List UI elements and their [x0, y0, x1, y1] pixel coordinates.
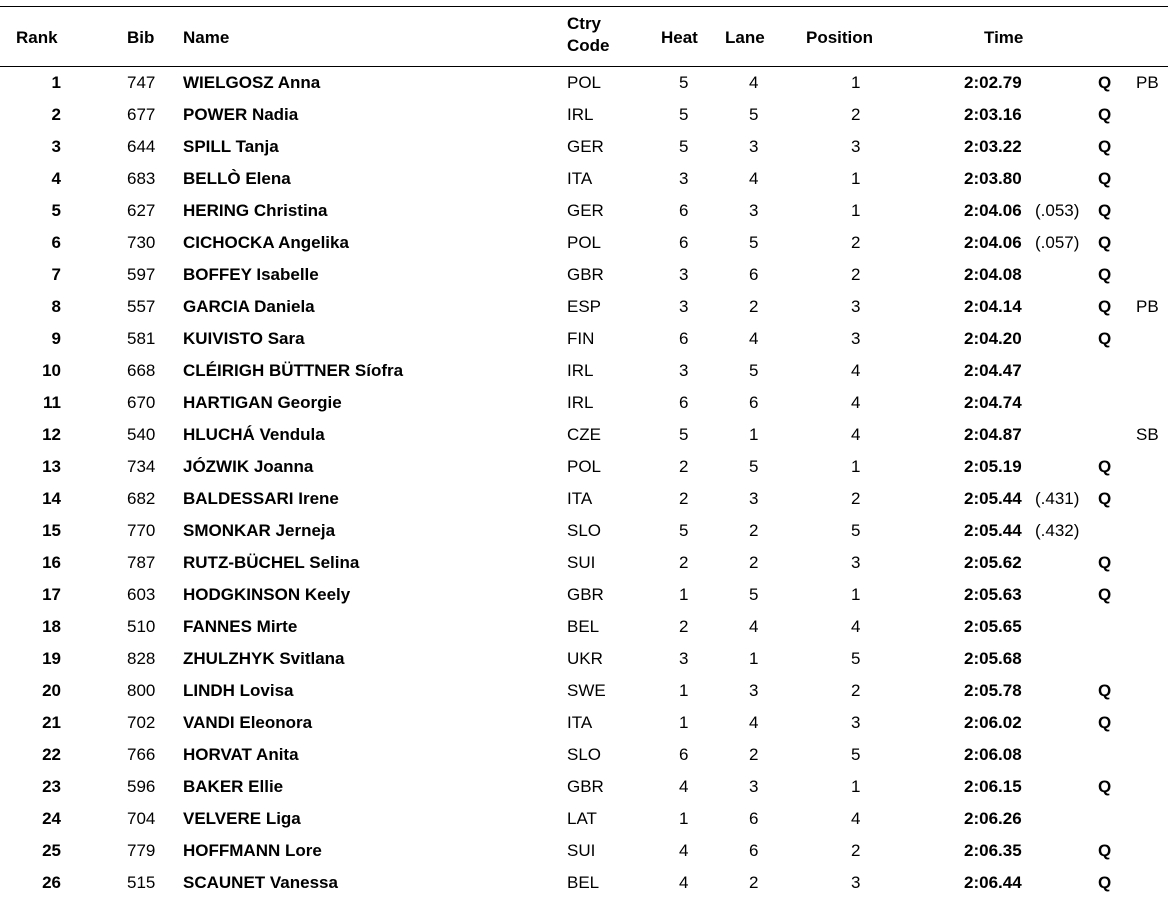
rank-cell: 13: [42, 457, 61, 476]
name-cell: BALDESSARI Irene: [183, 489, 339, 508]
name-cell: SMONKAR Jerneja: [183, 521, 336, 540]
lane-cell: 4: [749, 169, 759, 188]
country-code-cell: GBR: [567, 777, 604, 796]
table-row: [0, 483, 1168, 515]
rank-cell: 14: [42, 489, 61, 508]
heat-cell: 3: [679, 297, 689, 316]
table-row: [0, 419, 1168, 451]
country-code-cell: IRL: [567, 105, 594, 124]
position-cell: 3: [851, 137, 861, 156]
time-cell: 2:05.78: [964, 681, 1022, 700]
top-rule: [0, 6, 1168, 7]
lane-cell: 6: [749, 809, 759, 828]
name-cell: ZHULZHYK Svitlana: [183, 649, 345, 668]
lane-cell: 3: [749, 201, 759, 220]
lane-cell: 2: [749, 297, 759, 316]
name-cell: BELLÒ Elena: [183, 169, 291, 188]
header-heat: Heat: [661, 28, 698, 47]
bib-cell: 597: [127, 265, 156, 284]
heat-cell: 1: [679, 713, 689, 732]
tiebreak-cell: (.057): [1035, 233, 1080, 252]
lane-cell: 2: [749, 745, 759, 764]
lane-cell: 2: [749, 553, 759, 572]
time-cell: 2:03.16: [964, 105, 1022, 124]
heat-cell: 2: [679, 457, 689, 476]
heat-cell: 1: [679, 585, 689, 604]
country-code-cell: POL: [567, 233, 602, 252]
name-cell: SPILL Tanja: [183, 137, 279, 156]
table-row: [0, 675, 1168, 707]
name-cell: LINDH Lovisa: [183, 681, 294, 700]
heat-cell: 2: [679, 489, 689, 508]
time-cell: 2:04.47: [964, 361, 1022, 380]
table-row: [0, 867, 1168, 899]
name-cell: RUTZ-BÜCHEL Selina: [183, 553, 360, 572]
time-cell: 2:03.22: [964, 137, 1022, 156]
header-position: Position: [806, 28, 874, 47]
name-cell: POWER Nadia: [183, 105, 299, 124]
bib-cell: 627: [127, 201, 156, 220]
lane-cell: 6: [749, 265, 759, 284]
time-cell: 2:06.35: [964, 841, 1022, 860]
time-cell: 2:06.15: [964, 777, 1022, 796]
heat-cell: 1: [679, 809, 689, 828]
country-code-cell: ESP: [567, 297, 602, 316]
position-cell: 4: [851, 393, 861, 412]
rank-cell: 21: [42, 713, 61, 732]
lane-cell: 3: [749, 777, 759, 796]
heat-cell: 2: [679, 617, 689, 636]
bib-cell: 668: [127, 361, 156, 380]
table-row: [0, 611, 1168, 643]
rank-cell: 23: [42, 777, 61, 796]
bib-cell: 702: [127, 713, 156, 732]
results-table: [0, 67, 1168, 899]
country-code-cell: ITA: [567, 713, 593, 732]
bib-cell: 683: [127, 169, 156, 188]
position-cell: 2: [851, 105, 861, 124]
position-cell: 2: [851, 489, 861, 508]
name-cell: HOFFMANN Lore: [183, 841, 322, 860]
position-cell: 4: [851, 361, 861, 380]
name-cell: KUIVISTO Sara: [183, 329, 305, 348]
position-cell: 4: [851, 617, 861, 636]
country-code-cell: SUI: [567, 553, 596, 572]
bib-cell: 603: [127, 585, 156, 604]
name-cell: HERING Christina: [183, 201, 328, 220]
name-cell: BOFFEY Isabelle: [183, 265, 319, 284]
table-row: [0, 835, 1168, 867]
name-cell: HORVAT Anita: [183, 745, 299, 764]
position-cell: 5: [851, 521, 861, 540]
bib-cell: 644: [127, 137, 156, 156]
qualified-mark: Q: [1098, 681, 1112, 700]
bib-cell: 747: [127, 73, 156, 92]
lane-cell: 5: [749, 457, 759, 476]
country-code-cell: POL: [567, 457, 602, 476]
header-rank: Rank: [16, 28, 58, 47]
table-row: [0, 515, 1168, 547]
rank-cell: 3: [51, 137, 61, 156]
heat-cell: 6: [679, 233, 689, 252]
heat-cell: 5: [679, 73, 689, 92]
lane-cell: 3: [749, 489, 759, 508]
time-cell: 2:04.14: [964, 297, 1022, 316]
position-cell: 2: [851, 841, 861, 860]
position-cell: 2: [851, 233, 861, 252]
bib-cell: 682: [127, 489, 156, 508]
lane-cell: 6: [749, 841, 759, 860]
country-code-cell: BEL: [567, 873, 600, 892]
qualified-mark: Q: [1098, 233, 1112, 252]
country-code-cell: ITA: [567, 489, 593, 508]
qualified-mark: Q: [1098, 73, 1112, 92]
heat-cell: 5: [679, 105, 689, 124]
country-code-cell: GER: [567, 137, 604, 156]
time-cell: 2:04.87: [964, 425, 1022, 444]
rank-cell: 11: [43, 393, 61, 412]
rank-cell: 4: [51, 169, 61, 188]
time-cell: 2:05.63: [964, 585, 1022, 604]
heat-cell: 3: [679, 169, 689, 188]
position-cell: 1: [851, 169, 861, 188]
name-cell: FANNES Mirte: [183, 617, 298, 636]
qualified-mark: Q: [1098, 329, 1112, 348]
country-code-cell: IRL: [567, 361, 594, 380]
position-cell: 3: [851, 873, 861, 892]
record-mark: PB: [1136, 73, 1159, 92]
country-code-cell: SLO: [567, 521, 602, 540]
header-lane: Lane: [725, 28, 765, 47]
bib-cell: 581: [127, 329, 156, 348]
table-row: [0, 451, 1168, 483]
rank-cell: 9: [51, 329, 61, 348]
lane-cell: 2: [749, 521, 759, 540]
position-cell: 5: [851, 649, 861, 668]
table-row: [0, 323, 1168, 355]
time-cell: 2:06.02: [964, 713, 1022, 732]
country-code-cell: IRL: [567, 393, 594, 412]
country-code-cell: LAT: [567, 809, 597, 828]
position-cell: 4: [851, 425, 861, 444]
position-cell: 3: [851, 553, 861, 572]
qualified-mark: Q: [1098, 105, 1112, 124]
lane-cell: 4: [749, 617, 759, 636]
qualified-mark: Q: [1098, 713, 1112, 732]
bib-cell: 730: [127, 233, 156, 252]
rank-cell: 26: [42, 873, 61, 892]
lane-cell: 5: [749, 361, 759, 380]
name-cell: VELVERE Liga: [183, 809, 301, 828]
country-code-cell: GBR: [567, 585, 604, 604]
header-bib: Bib: [127, 28, 155, 47]
name-cell: JÓZWIK Joanna: [183, 457, 314, 476]
name-cell: CICHOCKA Angelika: [183, 233, 349, 252]
heat-cell: 4: [679, 873, 689, 892]
lane-cell: 6: [749, 393, 759, 412]
record-mark: PB: [1136, 297, 1159, 316]
time-cell: 2:05.44: [964, 521, 1022, 540]
bib-cell: 779: [127, 841, 156, 860]
country-code-cell: POL: [567, 73, 602, 92]
position-cell: 1: [851, 201, 861, 220]
heat-cell: 3: [679, 361, 689, 380]
table-row: [0, 195, 1168, 227]
bib-cell: 734: [127, 457, 156, 476]
name-cell: BAKER Ellie: [183, 777, 284, 796]
country-code-cell: SWE: [567, 681, 606, 700]
heat-cell: 4: [679, 777, 689, 796]
bib-cell: 596: [127, 777, 156, 796]
position-cell: 1: [851, 777, 861, 796]
qualified-mark: Q: [1098, 777, 1112, 796]
header-time: Time: [984, 28, 1024, 47]
time-cell: 2:06.44: [964, 873, 1022, 892]
time-cell: 2:03.80: [964, 169, 1022, 188]
heat-cell: 3: [679, 265, 689, 284]
position-cell: 1: [851, 585, 861, 604]
rank-cell: 20: [42, 681, 61, 700]
bib-cell: 828: [127, 649, 156, 668]
heat-cell: 5: [679, 425, 689, 444]
qualified-mark: Q: [1098, 169, 1112, 188]
bib-cell: 704: [127, 809, 156, 828]
table-row: [0, 803, 1168, 835]
lane-cell: 3: [749, 681, 759, 700]
table-header: [0, 8, 1168, 66]
heat-cell: 3: [679, 649, 689, 668]
country-code-cell: CZE: [567, 425, 601, 444]
heat-cell: 5: [679, 521, 689, 540]
time-cell: 2:06.08: [964, 745, 1022, 764]
lane-cell: 5: [749, 585, 759, 604]
time-cell: 2:05.19: [964, 457, 1022, 476]
table-row: [0, 67, 1168, 99]
qualified-mark: Q: [1098, 489, 1112, 508]
position-cell: 2: [851, 265, 861, 284]
table-row: [0, 291, 1168, 323]
table-row: [0, 387, 1168, 419]
rank-cell: 8: [51, 297, 61, 316]
country-code-cell: UKR: [567, 649, 603, 668]
name-cell: WIELGOSZ Anna: [183, 73, 321, 92]
lane-cell: 5: [749, 105, 759, 124]
qualified-mark: Q: [1098, 873, 1112, 892]
qualified-mark: Q: [1098, 841, 1112, 860]
bib-cell: 557: [127, 297, 156, 316]
lane-cell: 4: [749, 713, 759, 732]
position-cell: 4: [851, 809, 861, 828]
country-code-cell: SLO: [567, 745, 602, 764]
tiebreak-cell: (.432): [1035, 521, 1080, 540]
table-row: [0, 355, 1168, 387]
position-cell: 5: [851, 745, 861, 764]
lane-cell: 4: [749, 329, 759, 348]
time-cell: 2:05.68: [964, 649, 1022, 668]
lane-cell: 5: [749, 233, 759, 252]
lane-cell: 2: [749, 873, 759, 892]
qualified-mark: Q: [1098, 457, 1112, 476]
bib-cell: 677: [127, 105, 156, 124]
rank-cell: 16: [42, 553, 61, 572]
qualified-mark: Q: [1098, 137, 1112, 156]
qualified-mark: Q: [1098, 585, 1112, 604]
bib-cell: 670: [127, 393, 156, 412]
lane-cell: 1: [749, 649, 759, 668]
heat-cell: 4: [679, 841, 689, 860]
rank-cell: 10: [42, 361, 61, 380]
heat-cell: 6: [679, 393, 689, 412]
rank-cell: 5: [51, 201, 61, 220]
table-row: [0, 227, 1168, 259]
position-cell: 3: [851, 713, 861, 732]
time-cell: 2:04.20: [964, 329, 1022, 348]
table-row: [0, 163, 1168, 195]
table-row: [0, 643, 1168, 675]
country-code-cell: GER: [567, 201, 604, 220]
heat-cell: 1: [679, 681, 689, 700]
bib-cell: 770: [127, 521, 156, 540]
bib-cell: 540: [127, 425, 156, 444]
position-cell: 3: [851, 329, 861, 348]
lane-cell: 4: [749, 73, 759, 92]
position-cell: 2: [851, 681, 861, 700]
bib-cell: 787: [127, 553, 156, 572]
heat-cell: 6: [679, 201, 689, 220]
bib-cell: 515: [127, 873, 156, 892]
position-cell: 3: [851, 297, 861, 316]
tiebreak-cell: (.431): [1035, 489, 1080, 508]
qualified-mark: Q: [1098, 201, 1112, 220]
table-row: [0, 547, 1168, 579]
qualified-mark: Q: [1098, 553, 1112, 572]
rank-cell: 22: [42, 745, 61, 764]
rank-cell: 25: [42, 841, 61, 860]
table-row: [0, 771, 1168, 803]
table-row: [0, 579, 1168, 611]
time-cell: 2:05.44: [964, 489, 1022, 508]
time-cell: 2:05.65: [964, 617, 1022, 636]
name-cell: HARTIGAN Georgie: [183, 393, 342, 412]
heat-cell: 6: [679, 745, 689, 764]
table-row: [0, 131, 1168, 163]
time-cell: 2:06.26: [964, 809, 1022, 828]
time-cell: 2:04.06: [964, 201, 1022, 220]
rank-cell: 7: [51, 265, 61, 284]
bib-cell: 800: [127, 681, 156, 700]
time-cell: 2:04.08: [964, 265, 1022, 284]
rank-cell: 19: [42, 649, 61, 668]
table-row: [0, 739, 1168, 771]
heat-cell: 2: [679, 553, 689, 572]
record-mark: SB: [1136, 425, 1159, 444]
name-cell: VANDI Eleonora: [183, 713, 313, 732]
table-row: [0, 99, 1168, 131]
rank-cell: 17: [42, 585, 61, 604]
time-cell: 2:02.79: [964, 73, 1022, 92]
rank-cell: 6: [51, 233, 61, 252]
time-cell: 2:05.62: [964, 553, 1022, 572]
rank-cell: 12: [42, 425, 61, 444]
position-cell: 1: [851, 73, 861, 92]
heat-cell: 5: [679, 137, 689, 156]
rank-cell: 1: [51, 73, 61, 92]
table-row: [0, 259, 1168, 291]
bib-cell: 510: [127, 617, 156, 636]
tiebreak-cell: (.053): [1035, 201, 1080, 220]
name-cell: GARCIA Daniela: [183, 297, 315, 316]
position-cell: 1: [851, 457, 861, 476]
lane-cell: 1: [749, 425, 759, 444]
name-cell: CLÉIRIGH BÜTTNER Síofra: [183, 361, 404, 380]
rank-cell: 18: [42, 617, 61, 636]
time-cell: 2:04.74: [964, 393, 1022, 412]
rank-cell: 24: [42, 809, 61, 828]
time-cell: 2:04.06: [964, 233, 1022, 252]
lane-cell: 3: [749, 137, 759, 156]
rank-cell: 2: [51, 105, 61, 124]
header-country-code: Ctry Code: [567, 14, 610, 55]
qualified-mark: Q: [1098, 297, 1112, 316]
country-code-cell: FIN: [567, 329, 595, 348]
table-row: [0, 707, 1168, 739]
header-name: Name: [183, 28, 230, 47]
country-code-cell: GBR: [567, 265, 604, 284]
name-cell: HODGKINSON Keely: [183, 585, 351, 604]
qualified-mark: Q: [1098, 265, 1112, 284]
heat-cell: 6: [679, 329, 689, 348]
country-code-cell: BEL: [567, 617, 600, 636]
country-code-cell: ITA: [567, 169, 593, 188]
bib-cell: 766: [127, 745, 156, 764]
name-cell: HLUCHÁ Vendula: [183, 425, 325, 444]
country-code-cell: SUI: [567, 841, 596, 860]
rank-cell: 15: [42, 521, 61, 540]
name-cell: SCAUNET Vanessa: [183, 873, 338, 892]
